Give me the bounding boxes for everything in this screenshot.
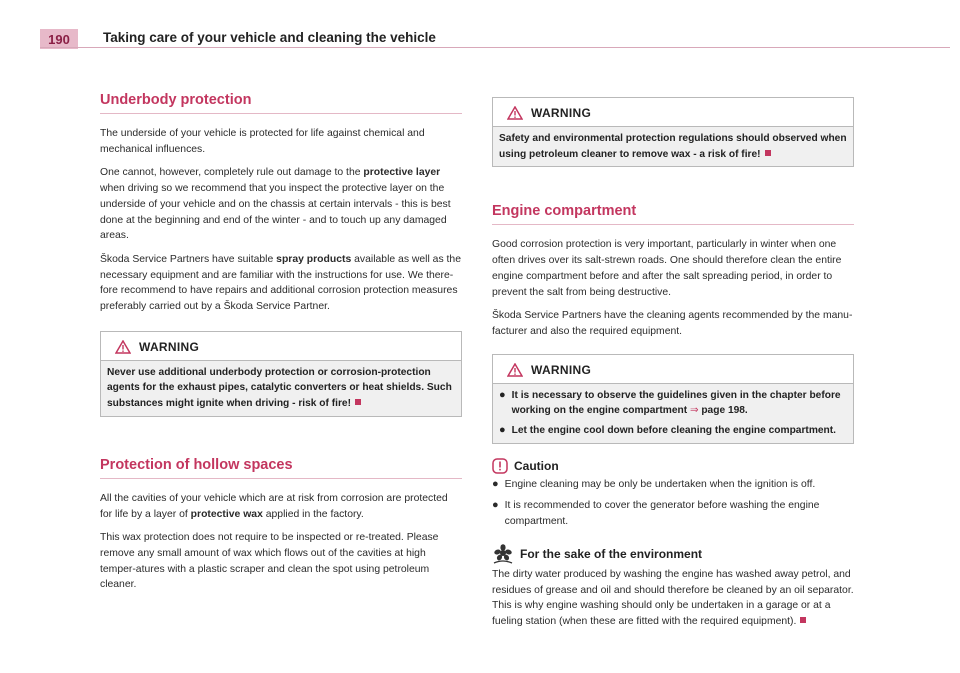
list-item: ● It is recommended to cover the generator before washing the engine compartment. xyxy=(492,498,854,529)
paragraph: The underside of your vehicle is protected for life against chemical and mechanical influences. xyxy=(100,128,425,155)
caution-section xyxy=(492,458,854,530)
right-column xyxy=(492,97,854,638)
paragraph: One cannot, however, completely rule out damage to the protective layer when driving so we recommend that you inspect the protective layer on the underside of your vehicle and on the chassis at certain intervals - this is best done at the beginning and end of the winter - and to touch up any damaged areas. xyxy=(100,167,451,242)
warning-text: Never use additional underbody protection or corrosion-protection agents for the exhaust pipes, catalytic converters or heat shields. Such substances might ignite when driving - risk of fire! xyxy=(101,360,461,416)
warning-text xyxy=(493,383,853,443)
caution-header xyxy=(492,458,854,474)
caution-title: Caution xyxy=(514,458,559,473)
environment-title: For the sake of the environment xyxy=(520,546,703,561)
warning-header xyxy=(493,355,853,383)
warning-title: WARNING xyxy=(531,362,592,377)
warning-header xyxy=(493,98,853,126)
warning-box-underbody xyxy=(100,331,462,417)
warning-triangle-icon xyxy=(115,340,131,354)
list-item: ● Let the engine cool down before cleaning the engine compartment. xyxy=(499,423,847,439)
heading-hollow-spaces: Protection of hollow spaces xyxy=(100,457,462,479)
caution-icon xyxy=(492,458,508,474)
warning-title: WARNING xyxy=(139,339,200,354)
left-column xyxy=(100,92,462,601)
page-reference-link[interactable]: page 198. xyxy=(698,405,748,417)
bullet-icon: ● xyxy=(499,424,506,437)
warning-text: Safety and environmental protection regulations should observed when using petroleum cleaner to remove wax - a risk of fire! xyxy=(493,126,853,166)
environment-section xyxy=(492,544,854,630)
paragraph: This wax protection does not require to be inspected or re-treated. Please remove any small amount of wax which flows out of the cavities at high temper-atures with a plastic scraper and clean the spot using petroleum cleaner. xyxy=(100,532,439,591)
warning-header xyxy=(101,332,461,360)
paragraph: All the cavities of your vehicle which are at risk from corrosion are protected for life by a layer of protective wax applied in the factory. xyxy=(100,492,448,520)
list-item: ● It is necessary to observe the guidelines given in the chapter before working on the engine compartment ⇒ page 198. xyxy=(499,388,847,419)
running-title: Taking care of your vehicle and cleaning the vehicle xyxy=(103,30,436,45)
warning-box-engine xyxy=(492,354,854,444)
flower-icon xyxy=(492,544,514,564)
heading-underbody-protection: Underbody protection xyxy=(100,92,462,114)
arrow-right-icon: ⇒ xyxy=(689,405,699,417)
warning-triangle-icon xyxy=(507,363,523,377)
warning-title: WARNING xyxy=(531,106,592,120)
environment-header xyxy=(492,544,854,564)
bullet-icon: ● xyxy=(499,388,506,401)
paragraph: The dirty water produced by washing the engine has washed away petrol, and residues of grease and oil and should therefore be cleaned by an oil separator. This is why engine washing should only be undertaken in a garage or at a fueling station (when these are fitted with the required equipment). xyxy=(492,568,854,627)
end-mark-icon xyxy=(765,150,771,156)
list-item: ● Engine cleaning may be only be undertaken when the ignition is off. xyxy=(492,477,854,493)
page-number: 190 xyxy=(40,29,78,49)
paragraph: Škoda Service Partners have suitable spray products available as well as the necessary equipment and are familiar with the instructions for use. We there-fore recommend to have repairs and additional corrosion protection measures preferably carried out by a Škoda Service Partner. xyxy=(100,253,461,313)
bullet-icon: ● xyxy=(492,499,499,512)
warning-box-wax xyxy=(492,97,854,167)
paragraph: Good corrosion protection is very important, particularly in winter when one often drives over its salt-strewn roads. One should therefore clean the entire engine compartment before and after the salt spreading period, in order to prevent the salt from being destructive. xyxy=(492,239,842,298)
warning-triangle-icon xyxy=(507,106,523,120)
end-mark-icon xyxy=(800,617,806,623)
end-mark-icon xyxy=(355,399,361,405)
paragraph: Škoda Service Partners have the cleaning agents recommended by the manu-facturer and also the required equipment. xyxy=(492,310,853,337)
heading-engine-compartment: Engine compartment xyxy=(492,203,854,225)
header-rule xyxy=(40,47,950,48)
bullet-icon: ● xyxy=(492,477,499,490)
